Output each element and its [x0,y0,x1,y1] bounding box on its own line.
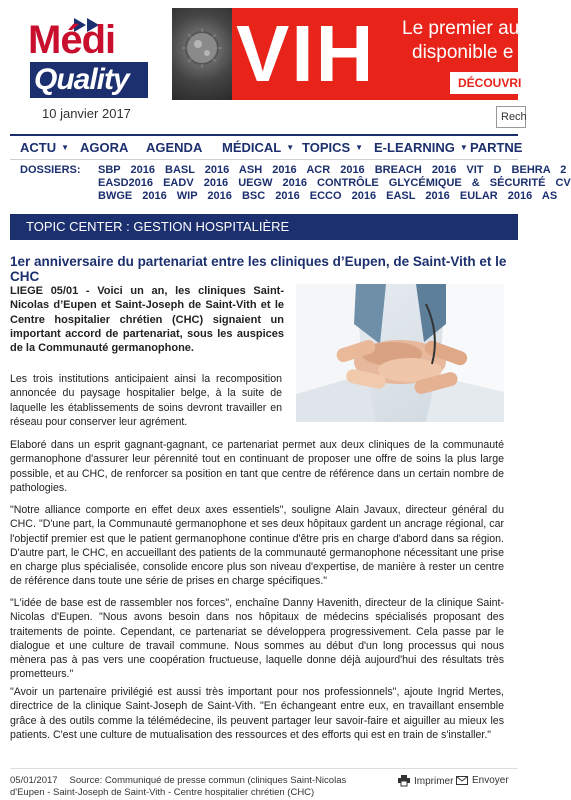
virus-icon [178,18,226,78]
article-date: 05/01/2017 [10,775,58,786]
nav-item-agenda[interactable]: AGENDA [146,140,203,155]
logo-medi-text: Médi [28,18,116,62]
article-title: 1er anniversaire du partenariat entre les cliniques d’Eupen, de Saint-Vith et le CHC [10,254,507,284]
ad-banner[interactable] [172,8,536,100]
nav-item-actu[interactable]: ACTU ▼ [20,140,70,155]
printer-icon [398,775,410,786]
site-header [0,0,536,130]
chevron-down-icon: ▼ [355,143,364,152]
article-paragraph: "L'idée de base est de rassembler nos forces", enchaîne Danny Havenith, directeur de la clinique Saint-Nicolas d'Eupen. "Nous avons besoin dans nos hôpitaux de médecins spécialisés proposant des traitements de pointe. Cependant, ce partenariat se développera progressivement. Cela passe par le dialogue et une culture de travail commune. Nous sommes au début d'un long processus qui nous mènera pas à pas vers une coopération fructueuse, laquelle donne déjà aujourd'hui des résultats très prometteurs." [10,597,504,681]
article-footer [10,768,518,798]
banner-tagline-2: disponible e [412,42,514,63]
article-paragraph: Elaboré dans un esprit gagnant-gagnant, ce partenariat permet aux deux cliniques de la communauté germanophone d'assurer leur pérennité tout en continuant de proposer une offre de soins la plus large possible, et au CHC, de renforcer sa position en tant que centre de référence dans un certain nombre de pathologies. [10,439,504,494]
nav-item-topics[interactable]: TOPICS ▼ [302,140,364,155]
nav-item-medical[interactable]: MÉDICAL ▼ [222,140,295,155]
dossiers-links-row-2[interactable]: EASD2016 EADV 2016 UEGW 2016 CONTRÔLE GLYCÉMIQUE & SÉCURITÉ CV [98,177,571,189]
current-date: 10 janvier 2017 [42,106,131,121]
dossiers-bar [10,162,571,204]
dossiers-label: DOSSIERS: [20,164,81,176]
article-meta [10,775,380,799]
site-logo[interactable] [28,18,148,102]
nav-item-elearning[interactable]: E-LEARNING ▼ [374,140,468,155]
banner-discover-button[interactable]: DÉCOUVRI [450,72,540,94]
dossiers-links-row-1[interactable]: SBP 2016 BASL 2016 ASH 2016 ACR 2016 BREACH 2016 VIT D BEHRA 2 [98,164,567,176]
hands-team-image [296,284,504,422]
article-paragraph: "Avoir un partenaire privilégié est aussi très important pour nos professionnels", ajoute Ingrid Mertes, directrice de la clinique Saint-Joseph de Saint-Vith. "En échangeant entre eux, en travaillant ensemble grâce à des outils comme la télémédecine, ils peuvent partager leur savoir-faire et aiguiller au mieux les patients. C'est une culture de mutualisation des ressources et des efforts qui est en train de s'installer." [10,686,504,741]
main-nav [10,134,523,160]
article-lead: LIEGE 05/01 - Voici un an, les cliniques Saint-Nicolas d’Eupen et Saint-Joseph de Saint-Vith et le Centre hospitalier chrétien (CHC) signaient un important accord de partenariat, sous les auspices de la Communauté germanophone. [10,285,284,355]
article-source: Source: Communiqué de presse commun (cliniques Saint-Nicolas d'Eupen - Saint-Joseph de Saint-Vith - Centre hospitalier chrétien (CHC) [10,775,347,798]
send-button[interactable]: Envoyer [456,775,509,786]
chevron-down-icon: ▼ [459,143,468,152]
nav-item-partners[interactable]: PARTNE [470,140,523,155]
logo-quality-text: Quality [30,62,148,98]
envelope-icon [456,776,468,785]
virus-image [172,8,232,100]
chevron-down-icon: ▼ [61,143,70,152]
banner-headline: VIH [236,9,376,98]
search-input[interactable]: Rech [496,106,526,128]
print-button[interactable]: Imprimer [398,775,453,787]
chevron-down-icon: ▼ [286,143,295,152]
article-photo [296,284,504,422]
article-paragraph: "Notre alliance comporte en effet deux axes essentiels", souligne Alain Javaux, directeur général du CHC. "D'une part, la Communauté germanophone et ses deux hôpitaux gardent un ancrage régional, car l'objectif premier est que le patient germanophone continue d'être pris en charge d'abord dans sa région. D'autre part, le CHC, en accueillant des patients de la communauté germanophone nécessitant une prise en charge plus spécialisée, consolide encore plus son niveau d'expertise, de manière à rester un centre de référence dans toute une série de prises en charge spécifiques." [10,504,504,588]
dossiers-links-row-3[interactable]: BWGE 2016 WIP 2016 BSC 2016 ECCO 2016 EASL 2016 EULAR 2016 AS [98,190,558,202]
banner-tagline-1: Le premier auto [402,18,536,39]
topic-center-header: TOPIC CENTER : GESTION HOSPITALIÈRE [10,214,518,240]
nav-item-agora[interactable]: AGORA [80,140,129,155]
article-paragraph: Les trois institutions anticipaient ainsi la recomposition annoncée du paysage hospitalier belge, à la suite de laquelle les établissements de soins devront travailler en réseau pour conserver leur agrément. [10,373,282,428]
